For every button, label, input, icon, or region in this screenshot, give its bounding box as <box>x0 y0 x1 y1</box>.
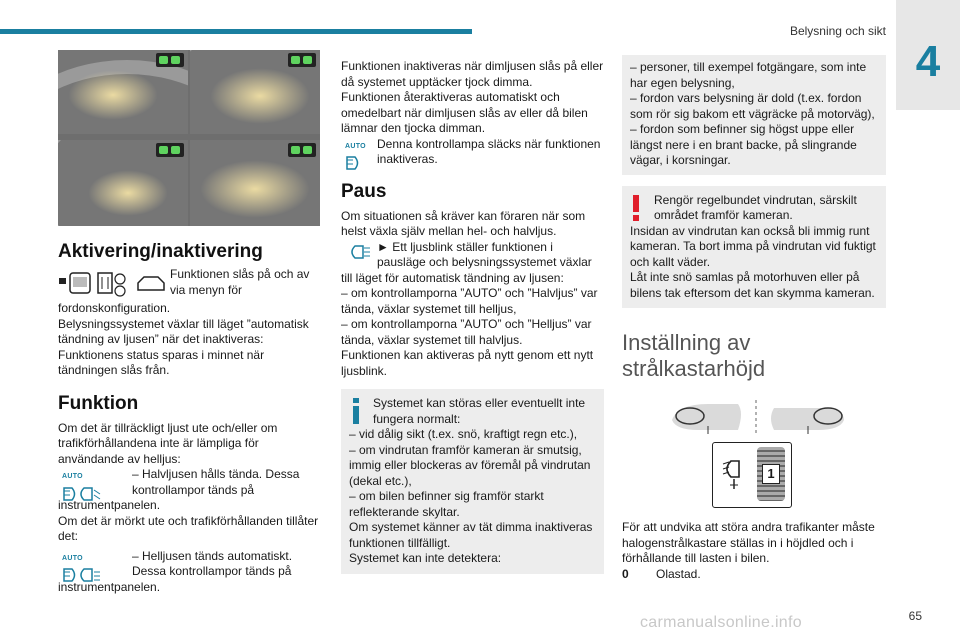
dial-number: 1 <box>762 464 780 484</box>
scene-top-right <box>190 50 320 134</box>
fog-icon-row <box>341 137 604 171</box>
watermark: carmanualsonline.info <box>640 614 802 631</box>
detect-list-1: – personer, till exempel fotgängare, som inte har egen belysning, <box>630 60 867 90</box>
function-icon-text-2: – Helljusen tänds automatiskt. Dessa kontrollampor tänds på <box>132 548 293 578</box>
function-after-2: instrumentpanelen. <box>58 579 161 594</box>
detect-box <box>622 55 886 175</box>
indicator-badge <box>156 143 184 157</box>
high-beam-illustration <box>58 50 320 226</box>
info-icon <box>349 398 363 424</box>
paus-list-2: – om kontrollamporna ”AUTO” och ”Helljus” var tända, växlar systemet till halvljus. <box>341 317 592 347</box>
page-number: 65 <box>908 609 922 623</box>
activation-paragraph-3: Funktionens status sparas i minnet när tändningen slås från. <box>58 347 265 377</box>
function-paragraph-2: Om det är mörkt ute och trafikförhållanden tillåter det: <box>58 513 319 543</box>
indicator-badge <box>288 143 316 157</box>
fog-paragraph-2: Funktionen återaktiveras automatiskt och omedelbart när dimljusen slås av eller då bilen lämnar den tjocka dimman. <box>341 90 588 135</box>
indicator-badge <box>156 53 184 67</box>
info-list-1: – vid dålig sikt (t.ex. snö, kraftigt regn etc.), <box>349 427 578 441</box>
menu-button-icon <box>58 271 166 299</box>
paus-list-1: – om kontrollamporna ”AUTO” och ”Halvljus” var tända, växlar systemet till helljus, <box>341 286 598 316</box>
function-after-1: instrumentpanelen. <box>58 498 161 512</box>
adjustment-item-0 <box>622 567 886 583</box>
function-paragraph-1: Om det är tillräckligt ljust ute och/eller om trafikförhållandena inte är lämpliga för användande av helljus: <box>58 420 278 466</box>
column-2 <box>341 59 604 574</box>
indicator-badge <box>288 53 316 67</box>
scene-top-left <box>58 50 188 134</box>
adjustment-dial-panel <box>712 442 792 508</box>
chapter-number: 4 <box>915 37 941 86</box>
scene-bottom-left <box>58 140 188 226</box>
warning-lead: Rengör regelbundet vindrutan, särskilt området framför kameran. <box>654 192 857 222</box>
headlamp-adjustment-illustration <box>622 394 886 516</box>
fog-paragraph-1: Funktionen inaktiveras när dimljusen slås på eller då systemet upptäcker tjock dimma. <box>341 59 604 89</box>
info-lead: Systemet kan störas eller eventuellt inte fungera normalt: <box>373 396 586 426</box>
adjustment-paragraph-1: För att undvika att störa andra trafikanter måste halogenstrålkastare ställas in i höjdled och i förhållande till lasten i bilen. <box>622 520 875 565</box>
activation-text: fordonskonfiguration. <box>58 301 171 315</box>
info-list-3: – om bilen befinner sig framför starkt reflekterande skyltar. <box>349 489 544 519</box>
activation-paragraph-2: Belysningssystemet växlar till läget ”automatisk tändning av ljusen” när det inaktiveras: <box>58 316 309 346</box>
function-icon-row-2 <box>58 549 324 580</box>
fog-icon-text: Denna kontrollampa släcks när funktionen inaktiveras. <box>377 136 601 166</box>
adjustment-number: 0 <box>622 566 629 581</box>
headlamp-level-icon <box>721 457 751 491</box>
function-icon-row-1 <box>58 467 324 498</box>
function-icon-text-1: – Halvljusen hålls tända. Dessa kontrollampor tänds på <box>132 467 300 497</box>
info-box <box>341 389 604 574</box>
detect-list-3: – fordon som befinner sig högst uppe eller längst nere i en brant backe, på slingrande vägar, i korsningar. <box>630 122 857 167</box>
auto-lamp-icon: AUTO <box>345 139 375 177</box>
auto-high-beam-icon: AUTO <box>62 551 102 589</box>
scene-bottom-right <box>190 140 320 226</box>
column-3 <box>622 55 886 582</box>
dial-wheel[interactable] <box>757 447 785 501</box>
heading-activation: Aktivering/inaktivering <box>58 241 263 262</box>
paus-icon-row <box>341 240 604 271</box>
paus-paragraph-1: Om situationen så kräver kan föraren när som helst växla själv mellan hel- och halvljus. <box>341 208 586 238</box>
warning-paragraph-2: Insidan av vindrutan kan också bli immig runt kameran. Ta bort imma på vindrutan vid fuktigt och kallt väder. <box>630 223 876 269</box>
auto-low-beam-icon: AUTO <box>62 469 102 507</box>
activation-icon-text: Funktionen slås på och av via menyn för <box>170 267 310 297</box>
info-list-2: – om vindrutan framför kameran är smutsig, immig eller blockeras av föremål på vindrutan (dekal etc.), <box>349 442 591 488</box>
steering-wheel-icon <box>668 400 848 436</box>
paus-paragraph-2: Funktionen kan aktiveras på nytt genom ett nytt ljusblink. <box>341 348 594 378</box>
info-paragraph-2: Om systemet känner av tät dimma inaktiveras funktionen tillfälligt. <box>349 520 593 550</box>
paus-icon-text: ► Ett ljusblink ställer funktionen i pausläge och belysningssystemet växlar <box>377 239 592 269</box>
heading-function: Funktion <box>58 392 139 414</box>
adjustment-number-text: Olastad. <box>656 566 701 581</box>
info-paragraph-3: Systemet kan inte detektera: <box>349 551 502 565</box>
headlamp-flash-icon <box>345 244 371 260</box>
warning-paragraph-3: Låt inte snö samlas på motorhuven eller på bilens tak eftersom det kan skymma kameran. <box>630 270 875 300</box>
paus-after: till läget för automatisk tändning av ljusen: <box>341 270 564 285</box>
detect-list-2: – fordon vars belysning är dold (t.ex. fordon som rör sig bakom ett vägräcke på motorväg), <box>630 91 875 121</box>
heading-headlamp-adjustment: Inställning av strålkastarhöjd <box>622 330 766 381</box>
header-accent-bar <box>0 29 472 34</box>
warning-icon <box>630 195 642 221</box>
activation-icon-row <box>58 267 324 301</box>
column-1 <box>58 241 324 595</box>
heading-paus: Paus <box>341 180 387 202</box>
section-title: Belysning och sikt <box>789 24 886 38</box>
warning-box <box>622 186 886 309</box>
